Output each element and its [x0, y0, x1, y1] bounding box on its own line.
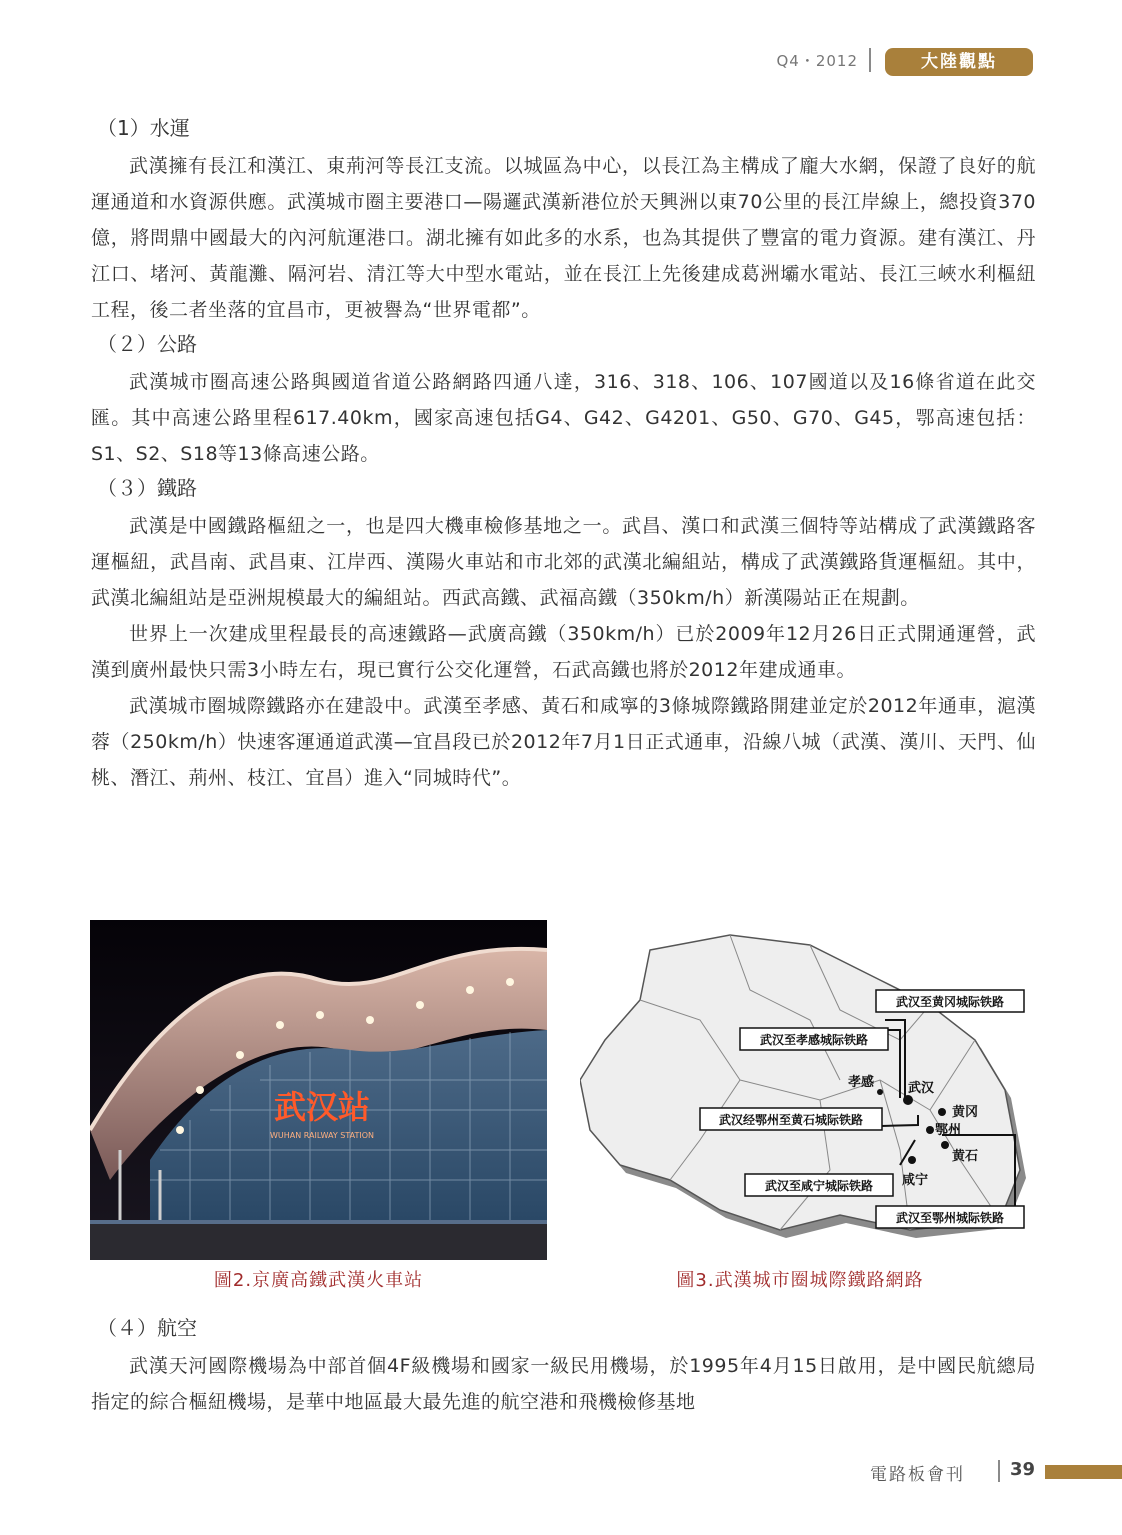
paragraph-aviation: 武漢天河國際機場為中部首個4F級機場和國家一級民用機場，於1995年4月15日啟用，是中國民航總局指定的綜合樞紐機場，是華中地區最大最先進的航空港和飛機檢修基地 [91, 1355, 1036, 1413]
label-ezhou-line: 武汉至鄂州城际铁路 [895, 1211, 1005, 1225]
label-ezhou-huangshi-line: 武汉经鄂州至黄石城际铁路 [718, 1113, 864, 1127]
paragraph-rail-3: 武漢城市圈城際鐵路亦在建設中。武漢至孝感、黃石和咸寧的3條城際鐵路開建並定於2012年通車，滬漢蓉（250km/h）快速客運通道武漢—宜昌段已於2012年7月1日正式通車，沿線八城（武漢、漢川、天門、仙桃、潛江、荊州、枝江、宜昌）進入“同城時代”。 [91, 695, 1036, 789]
city-huangshi: 黄石 [952, 1149, 979, 1164]
figures-row [90, 920, 1035, 1300]
label-huanggang-line: 武汉至黄冈城际铁路 [895, 995, 1005, 1009]
wuhan-station-photo [90, 920, 547, 1260]
journal-title: 電路板會刊 [870, 1465, 965, 1485]
footer-divider [998, 1460, 1000, 1482]
page-number: 39 [1010, 1459, 1036, 1480]
intercity-rail-map [580, 930, 1032, 1252]
label-xiaogan-line: 武汉至孝感城际铁路 [759, 1033, 869, 1047]
footer-accent-strip [1045, 1465, 1122, 1479]
section-heading-road: （２）公路 [97, 332, 197, 356]
section-badge: 大陸觀點 [885, 48, 1033, 76]
article-body [91, 112, 1036, 796]
issue-label: Q4・2012 [776, 52, 858, 70]
paragraph-road: 武漢城市圈高速公路與國道省道公路網路四通八達，316、318、106、107國道以及16條省道在此交匯。其中高速公路里程617.40km，國家高速包括G4、G42、G4201、G50、G70、G45，鄂高速包括：S1、S2、S18等13條高速公路。 [91, 371, 1036, 465]
paragraph-rail-1: 武漢是中國鐵路樞紐之一，也是四大機車檢修基地之一。武昌、漢口和武漢三個特等站構成了武漢鐵路客運樞紐，武昌南、武昌東、江岸西、漢陽火車站和市北郊的武漢北編組站，構成了武漢鐵路貨運樞紐。其中，武漢北編組站是亞洲規模最大的編組站。西武高鐵、武福高鐵（350km/h）新漢陽站正在規劃。 [91, 515, 1036, 609]
station-sign-english: WUHAN RAILWAY STATION [269, 1131, 375, 1140]
city-xiaogan: 孝感 [848, 1075, 875, 1090]
figure-caption-station: 圖2.京廣高鐵武漢火車站 [213, 1270, 424, 1291]
figure-caption-rail-map: 圖3.武漢城市圈城際鐵路網路 [676, 1270, 924, 1291]
section-heading-rail: （３）鐵路 [97, 476, 197, 500]
section-heading-water: （1）水運 [97, 116, 190, 140]
station-sign: 武汉站 [273, 1088, 371, 1126]
header-divider [869, 48, 871, 72]
section-aviation [91, 1312, 1036, 1420]
label-xianning-line: 武汉至咸宁城际铁路 [764, 1179, 874, 1193]
paragraph-water: 武漢擁有長江和漢江、東荊河等長江支流。以城區為中心，以長江為主構成了龐大水網，保證了良好的航運通道和水資源供應。武漢城市圈主要港口—陽邏武漢新港位於天興洲以東70公里的長江岸線上，總投資370億，將問鼎中國最大的內河航運港口。湖北擁有如此多的水系，也為其提供了豐富的電力資源。建有漢江、丹江口、堵河、黃龍灘、隔河岩、清江等大中型水電站，並在長江上先後建成葛洲壩水電站、長江三峽水利樞紐工程，後二者坐落的宜昌市，更被譽為“世界電都”。 [91, 155, 1036, 321]
city-xianning: 咸宁 [902, 1173, 929, 1188]
city-ezhou: 鄂州 [935, 1123, 962, 1138]
paragraph-rail-2: 世界上一次建成里程最長的高速鐵路—武廣高鐵（350km/h）已於2009年12月26日正式開通運營，武漢到廣州最快只需3小時左右，現已實行公交化運營，石武高鐵也將於2012年建成通車。 [91, 623, 1036, 681]
section-heading-aviation: （４）航空 [97, 1316, 197, 1340]
city-huanggang: 黄冈 [952, 1105, 979, 1120]
city-wuhan: 武汉 [908, 1081, 935, 1096]
